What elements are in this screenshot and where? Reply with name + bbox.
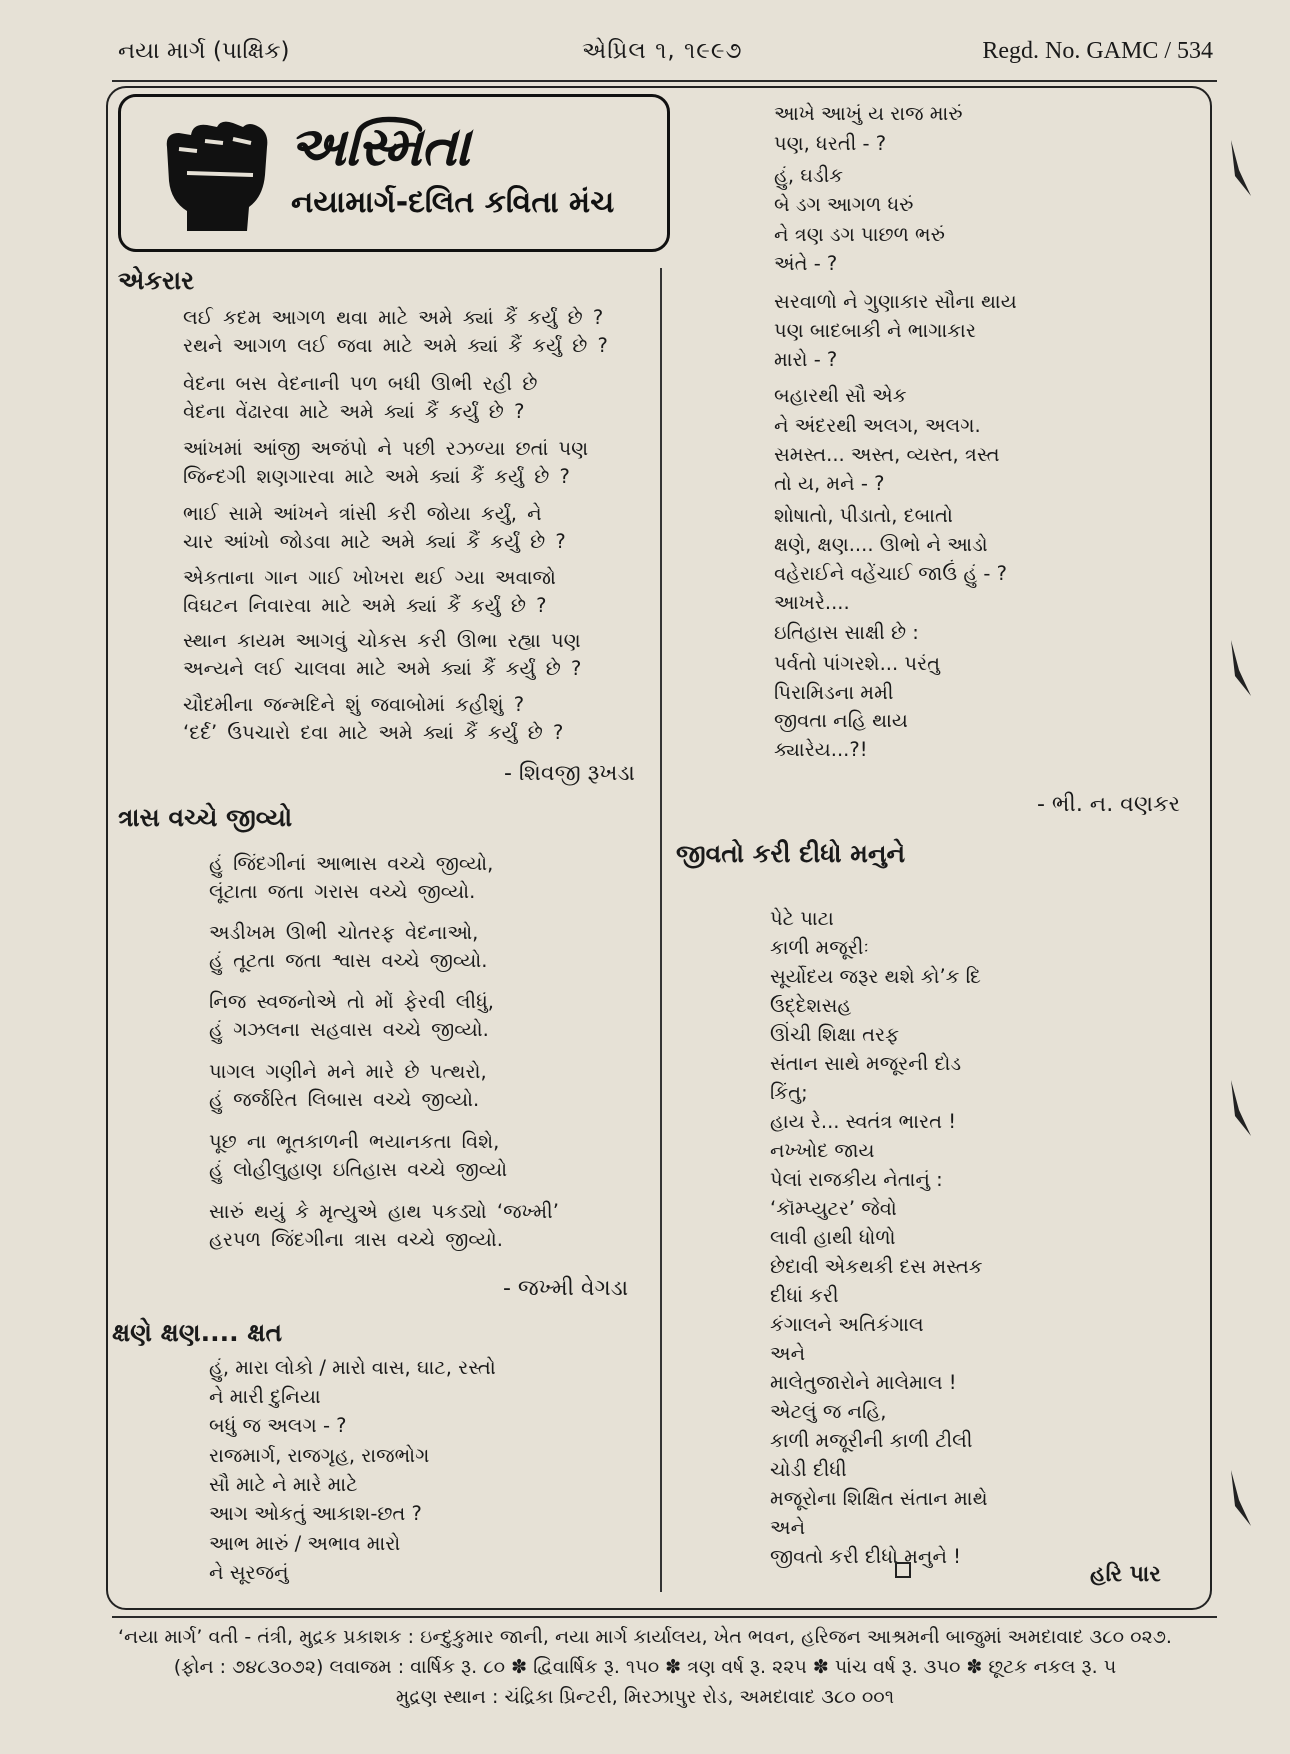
poem-title: એકરાર	[118, 266, 195, 295]
footer-rule	[112, 1616, 1217, 1618]
poem-line: ને મારી દુનિયા	[209, 1385, 321, 1408]
poem-line: આગ ઓકતું આકાશ-છત ?	[209, 1502, 422, 1525]
poem-line: પેલાં રાજકીય નેતાનું :	[770, 1168, 943, 1191]
poem-line: હું, મારા લોકો / મારો વાસ, ઘાટ, રસ્તો	[209, 1356, 496, 1379]
poem-line: પણ, ધરતી - ?	[774, 132, 887, 155]
poem-line: હું ગઝલના સહવાસ વચ્ચે જીવ્યો.	[209, 1018, 489, 1041]
poem-line: વેદના બસ વેદનાની પળ બધી ઊભી રહી છે	[183, 372, 538, 395]
poem-author: - શિવજી રૂખડા	[504, 761, 635, 786]
poem-title: ત્રાસ વચ્ચે જીવ્યો	[118, 803, 293, 832]
poem-line: પિરામિડના મમી	[774, 681, 894, 704]
poem-line: હાય રે... સ્વતંત્ર ભારત !	[770, 1110, 957, 1133]
poem-line: અને	[770, 1516, 806, 1539]
poem-title: ક્ષણે ક્ષણ.... ક્ષત	[112, 1318, 283, 1347]
poem-author: હરિ પાર	[1090, 1562, 1161, 1587]
poem-line: મારો - ?	[774, 348, 838, 371]
poem-line: આંખમાં આંજી અજંપો ને પછી રઝળ્યા છતાં પણ	[183, 437, 589, 460]
publication-name: નયા માર્ગ (પાક્ષિક)	[118, 38, 290, 64]
poem-line: ચાર આંખો જોડવા માટે અમે ક્યાં કૈં કર્યું છે ?	[183, 530, 566, 553]
poem-line: ભાઈ સામે આંખને ત્રાંસી કરી જોયા કર્યું, ને	[183, 502, 542, 525]
poem-line: જીવતા નહિ થાય	[774, 709, 908, 732]
poem-line: અંતે - ?	[774, 252, 838, 275]
poem-line: હું લોહીલુહાણ ઇતિહાસ વચ્ચે જીવ્યો	[209, 1158, 508, 1181]
poem-line: પૂછ ના ભૂતકાળની ભયાનકતા વિશે,	[209, 1130, 500, 1153]
staple-mark-icon	[1225, 1470, 1255, 1530]
poem-title: જીવતો કરી દીધો મનુને	[676, 839, 906, 868]
logo-subtitle: નયામાર્ગ-દલિત કવિતા મંચ	[291, 185, 615, 220]
poem-line: હું, ઘડીક	[774, 164, 844, 187]
column-divider	[660, 268, 662, 1592]
poem-line: ને ત્રણ ડગ પાછળ ભરું	[774, 223, 945, 246]
poem-line: ને સૂરજનું	[209, 1561, 289, 1584]
poem-line: પર્વતો પાંગરશે... પરંતુ	[774, 652, 941, 675]
poem-line: શોષાતો, પીડાતો, દબાતો	[774, 504, 953, 527]
footer-line: (ફોન : ૭૪૮૩૦૭૨) લવાજમ : વાર્ષિક રૂ. ૮૦ ✽ દ્વિવાર્ષિક રૂ. ૧૫૦ ✽ ત્રણ વર્ષ રૂ. ૨૨૫ ✽ પાંચ વર્ષ રૂ. ૩૫૦ ✽ છૂટક નકલ રૂ. ૫	[173, 1656, 1117, 1678]
poem-line: બે ડગ આગળ ધરું	[774, 193, 914, 216]
footer-line: ‘નયા માર્ગ’ વતી - તંત્રી, મુદ્રક પ્રકાશક : ઇન્દુકુમાર જાની, નયા માર્ગ કાર્યાલય, ખેત ભવન, હરિજન આશ્રમની બાજુમાં અમદાવાદ ૩૮૦ ૦૨૭.	[118, 1626, 1172, 1648]
poem-line: હું તૂટતા જતા શ્વાસ વચ્ચે જીવ્યો.	[209, 949, 488, 972]
poem-line: માલેતુજારોને માલેમાલ !	[770, 1371, 957, 1394]
poem-line: ઉદ્દેશસહ	[770, 994, 852, 1017]
poem-line: ‘કૉમ્પ્યુટર’ જેવો	[770, 1197, 897, 1220]
issue-date: એપ્રિલ ૧, ૧૯૯૭	[582, 38, 743, 64]
poem-line: કંગાલને અતિકંગાલ	[770, 1313, 924, 1336]
poem-line: ઇતિહાસ સાક્ષી છે :	[774, 621, 919, 644]
poem-line: અને	[770, 1342, 806, 1365]
end-mark-square-icon	[895, 1562, 911, 1578]
poem-line: બહારથી સૌ એક	[774, 384, 907, 407]
page-header	[118, 38, 1213, 78]
poem-line: પણ બાદબાકી ને ભાગાકાર	[774, 319, 976, 342]
poem-line: ચોડી દીધી	[770, 1458, 847, 1481]
poem-line: કિંતુ;	[770, 1081, 808, 1104]
poem-line: સંતાન સાથે મજૂરની દોડ	[770, 1052, 962, 1075]
poem-line: જીવતો કરી દીધો મનુને !	[770, 1545, 961, 1568]
raised-fist-icon	[157, 119, 277, 237]
poem-line: સ્થાન કાયમ આગવું ચોકસ કરી ઊભા રહ્યા પણ	[183, 629, 581, 652]
poem-line: આખે આખું ય રાજ મારું	[774, 102, 963, 125]
poem-line: ક્ષણે, ક્ષણ.... ઊભો ને આડો	[774, 533, 988, 556]
poem-line: લાવી હાથી ધોળો	[770, 1226, 896, 1249]
poem-line: વિઘટન નિવારવા માટે અમે ક્યાં કૈં કર્યું છે ?	[183, 594, 547, 617]
poem-line: છેદાવી એકથકી દસ મસ્તક	[770, 1255, 983, 1278]
registration-number: Regd. No. GAMC / 534	[982, 38, 1213, 64]
poem-line: હું જર્જરિત લિબાસ વચ્ચે જીવ્યો.	[209, 1088, 480, 1111]
poem-line: કાળી મજૂરીઃ	[770, 936, 869, 959]
poem-line: ક્યારેય...?!	[774, 738, 868, 761]
poem-author: - જખ્મી વેગડા	[503, 1276, 629, 1301]
poem-line: રાજમાર્ગ, રાજગૃહ, રાજભોગ	[209, 1444, 430, 1467]
poem-line: તો ય, મને - ?	[774, 472, 885, 495]
poem-line: જિન્દગી શણગારવા માટે અમે ક્યાં કૈં કર્યું છે ?	[183, 465, 570, 488]
poem-line: હું જિંદગીનાં આભાસ વચ્ચે જીવ્યો,	[209, 852, 494, 875]
poem-line: ને અંદરથી અલગ, અલગ.	[774, 414, 981, 437]
staple-mark-icon	[1225, 140, 1255, 200]
poem-line: ઊંચી શિક્ષા તરફ	[770, 1023, 900, 1046]
poem-line: આભ મારું / અભાવ મારો	[209, 1532, 401, 1555]
logo-banner	[118, 94, 670, 252]
header-rule	[112, 80, 1217, 82]
poem-line: સૌ માટે ને મારે માટે	[209, 1473, 358, 1496]
poem-line: કાળી મજૂરીની કાળી ટીલી	[770, 1429, 973, 1452]
poem-line: પેટે પાટા	[770, 907, 834, 930]
staple-mark-icon	[1225, 640, 1255, 700]
poem-line: એટલું જ નહિ,	[770, 1400, 887, 1423]
poem-line: લૂંટાતા જતા ગરાસ વચ્ચે જીવ્યો.	[209, 880, 476, 903]
poem-line: વેદના વેંઢારવા માટે અમે ક્યાં કૈં કર્યું છે ?	[183, 400, 525, 423]
poem-line: એકતાના ગાન ગાઈ ખોખરા થઈ ગ્યા અવાજો	[183, 566, 556, 589]
poem-line: સૂર્યોદય જરૂર થશે કો’ક દિ	[770, 965, 981, 988]
poem-line: અડીખમ ઊભી ચોતરફ વેદનાઓ,	[209, 921, 479, 944]
poem-line: નખ્ખોદ જાય	[770, 1139, 875, 1162]
staple-mark-icon	[1225, 1080, 1255, 1140]
poem-line: બધું જ અલગ - ?	[209, 1414, 347, 1437]
poem-line: નિજ સ્વજનોએ તો મોં ફેરવી લીધું,	[209, 990, 494, 1013]
poem-line: રથને આગળ લઈ જવા માટે અમે ક્યાં કૈં કર્યું છે ?	[183, 334, 608, 357]
poem-line: ચૌદમીના જન્મદિને શું જવાબોમાં કહીશું ?	[183, 693, 525, 716]
poem-line: અન્યને લઈ ચાલવા માટે અમે ક્યાં કૈં કર્યું છે ?	[183, 657, 582, 680]
poem-line: ‘દર્દ’ ઉપચારો દવા માટે અમે ક્યાં કૈં કર્યું છે ?	[183, 721, 564, 744]
poem-line: સરવાળો ને ગુણાકાર સૌના થાય	[774, 290, 1017, 313]
poem-line: દીધાં કરી	[770, 1284, 839, 1307]
poem-line: હરપળ જિંદગીના ત્રાસ વચ્ચે જીવ્યો.	[209, 1228, 503, 1251]
poem-line: લઈ કદમ આગળ થવા માટે અમે ક્યાં કૈં કર્યું છે ?	[183, 306, 604, 329]
poem-line: પાગલ ગણીને મને મારે છે પત્થરો,	[209, 1060, 487, 1083]
footer-line: મુદ્રણ સ્થાન : ચંદ્રિકા પ્રિન્ટરી, મિરઝાપુર રોડ, અમદાવાદ ૩૮૦ ૦૦૧	[395, 1686, 895, 1708]
poem-line: મજૂરોના શિક્ષિત સંતાન માથે	[770, 1487, 988, 1510]
poem-line: સારું થયું કે મૃત્યુએ હાથ પકડ્યો ‘જખ્મી’	[209, 1200, 559, 1223]
poem-author: - ભી. ન. વણકર	[1037, 792, 1180, 817]
poem-line: સમસ્ત... અસ્ત, વ્યસ્ત, ત્રસ્ત	[774, 443, 1000, 466]
logo-title: અસ્મિતા	[289, 115, 470, 178]
poem-line: આખરે....	[774, 591, 850, 614]
poem-line: વહેરાઈને વહેંચાઈ જાઉં હું - ?	[774, 562, 1007, 585]
